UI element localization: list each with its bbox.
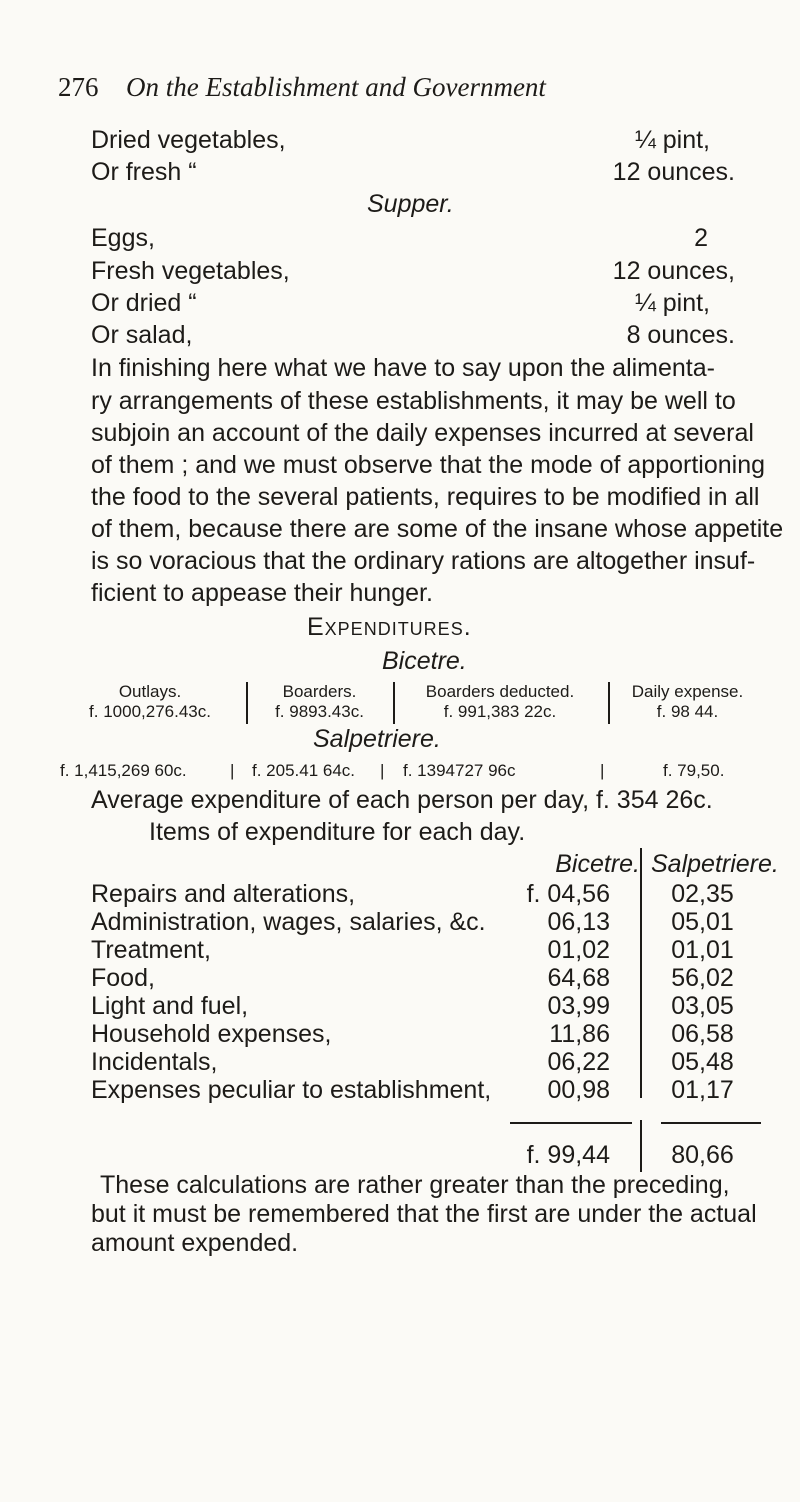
paragraph-line: the food to the several patients, requires to be modified in all — [91, 483, 760, 511]
table-cell: 11,86 — [549, 1020, 610, 1048]
table-cell: 56,02 — [671, 964, 734, 992]
table-row-label: Food, — [91, 964, 155, 992]
table-cell: 06,13 — [547, 908, 610, 936]
paragraph-line: of them, because there are some of the insane whose appetite — [91, 515, 784, 543]
table-cell: 03,05 — [671, 992, 734, 1020]
table-cell: f. 1000,276.43c. — [89, 702, 211, 721]
table-cell: 64,68 — [547, 964, 610, 992]
diet-item: Dried vegetables, — [91, 126, 286, 154]
paragraph-line: ry arrangements of these establishments, it may be well to — [91, 387, 736, 415]
diet-amount: ¼ pint, — [634, 289, 710, 317]
paragraph-line: ficient to appease their hunger. — [91, 579, 433, 607]
page-number: 276 — [58, 72, 99, 102]
table-row-label: Administration, wages, salaries, &c. — [91, 908, 486, 936]
table-cell: f. 04,56 — [526, 880, 610, 908]
table-cell: f. 9893.43c. — [275, 702, 364, 721]
expenditures-heading: Expenditures. — [307, 613, 472, 641]
sum-rule — [510, 1122, 632, 1124]
items-heading: Items of expenditure for each day. — [149, 818, 526, 846]
table-cell: 05,01 — [671, 908, 734, 936]
paragraph-line: is so voracious that the ordinary rations are altogether insuf- — [91, 547, 756, 575]
paragraph-line: but it must be remembered that the first are under the actual — [91, 1200, 757, 1228]
total-bicetre: f. 99,44 — [526, 1141, 610, 1169]
column-divider — [608, 682, 610, 724]
table-cell: f. 1394727 96c — [403, 761, 516, 780]
diet-amount: 8 ounces. — [626, 321, 735, 349]
paragraph-line: amount expended. — [91, 1229, 299, 1257]
total-salpetriere: 80,66 — [671, 1141, 734, 1169]
paragraph-line: subjoin an account of the daily expenses incurred at several — [91, 419, 754, 447]
diet-amount: 2 — [694, 224, 708, 252]
column-header-daily-expense: Daily expense. — [631, 682, 744, 701]
diet-item: Or dried “ — [91, 289, 197, 317]
row-separator: | — [380, 761, 385, 780]
diet-item: Or fresh “ — [91, 158, 197, 186]
table-cell: 06,22 — [547, 1048, 610, 1076]
column-header-boarders-deducted: Boarders deducted. — [425, 682, 575, 701]
table-row-label: Household expenses, — [91, 1020, 332, 1048]
table-row-label: Treatment, — [91, 936, 211, 964]
table-cell: 01,02 — [547, 936, 610, 964]
table-cell: 03,99 — [547, 992, 610, 1020]
diet-item: Or salad, — [91, 321, 193, 349]
column-divider — [640, 848, 642, 1098]
table-cell: f. 98 44. — [656, 702, 719, 721]
running-title: On the Establishment and Government — [126, 72, 546, 102]
diet-item: Fresh vegetables, — [91, 257, 290, 285]
table-row-label: Light and fuel, — [91, 992, 249, 1020]
average-expenditure: Average expenditure of each person per day, f. 354 26c. — [91, 786, 713, 814]
table-cell: 01,17 — [671, 1076, 734, 1104]
column-header-boarders: Boarders. — [282, 682, 357, 701]
paragraph-line: These calculations are rather greater than the preceding, — [100, 1171, 730, 1199]
supper-heading: Supper. — [367, 190, 454, 218]
table-cell: f. 79,50. — [663, 761, 725, 780]
diet-amount: ¼ pint, — [634, 126, 710, 154]
table-cell: 02,35 — [671, 880, 734, 908]
diet-amount: 12 ounces. — [612, 158, 735, 186]
table-cell: f. 205.41 64c. — [252, 761, 356, 780]
sum-rule — [661, 1122, 761, 1124]
table-cell: 00,98 — [547, 1076, 610, 1104]
column-divider — [393, 682, 395, 724]
column-divider — [640, 1120, 642, 1172]
paragraph-line: In finishing here what we have to say upon the alimenta- — [91, 354, 715, 382]
column-header-salpetriere: Salpetriere. — [651, 850, 779, 878]
paragraph-line: of them ; and we must observe that the mode of apportioning — [91, 451, 766, 479]
row-separator: | — [600, 761, 605, 780]
bicetre-heading: Bicetre. — [382, 647, 467, 675]
row-separator: | — [230, 761, 235, 780]
diet-item: Eggs, — [91, 224, 155, 252]
diet-amount: 12 ounces, — [612, 257, 735, 285]
column-header-bicetre: Bicetre. — [555, 850, 640, 878]
table-cell: f. 991,383 22c. — [443, 702, 557, 721]
table-row-label: Repairs and alterations, — [91, 880, 356, 908]
table-cell: f. 1,415,269 60c. — [60, 761, 187, 780]
table-row-label: Expenses peculiar to establishment, — [91, 1076, 492, 1104]
table-cell: 01,01 — [671, 936, 734, 964]
column-divider — [246, 682, 248, 724]
salpetriere-heading: Salpetriere. — [313, 725, 441, 753]
table-row-label: Incidentals, — [91, 1048, 218, 1076]
column-header-outlays: Outlays. — [118, 682, 182, 701]
table-cell: 06,58 — [671, 1020, 734, 1048]
table-cell: 05,48 — [671, 1048, 734, 1076]
